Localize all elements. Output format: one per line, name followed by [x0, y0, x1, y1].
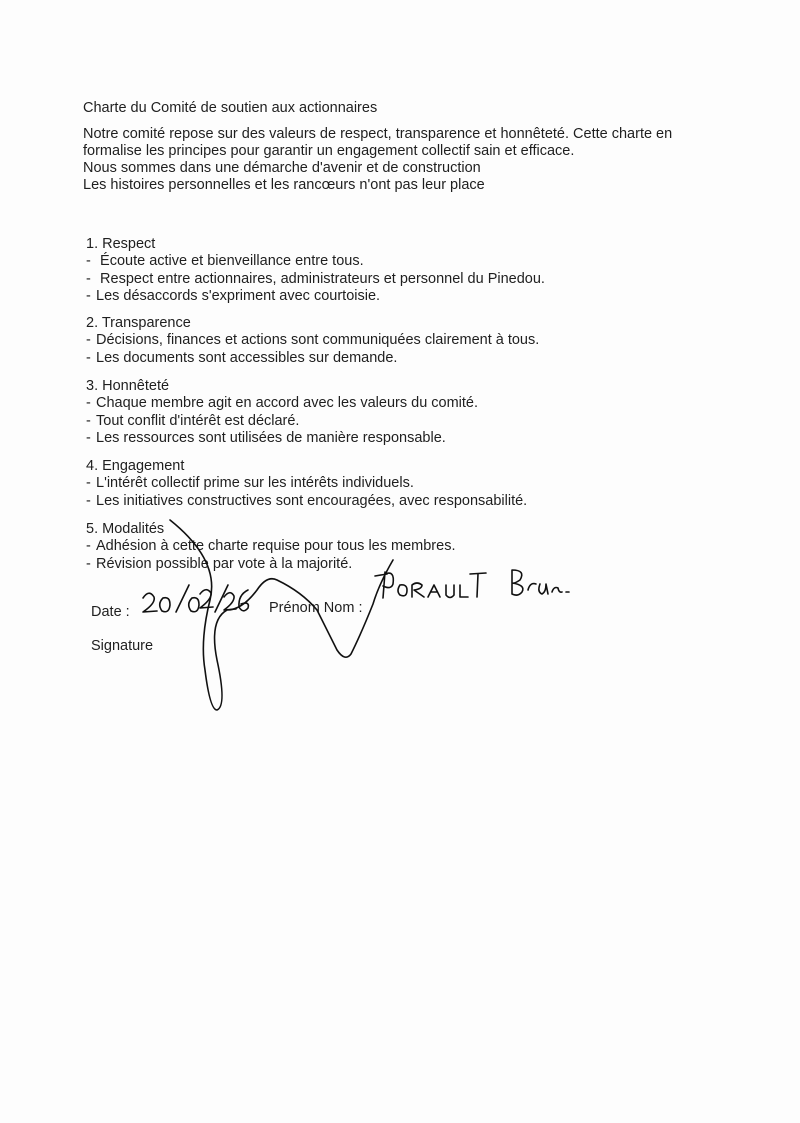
- section-list: [86, 395, 478, 448]
- section-title: 4. Engagement: [86, 458, 185, 474]
- section-list: [86, 332, 539, 367]
- section-honnetete: [86, 378, 478, 448]
- section-respect: [86, 236, 545, 306]
- list-item: - L'intérêt collectif prime sur les intérêts individuels.: [86, 475, 414, 491]
- section-transparence: [86, 315, 539, 367]
- document-title: Charte du Comité de soutien aux actionnaires: [83, 100, 378, 116]
- section-title: 2. Transparence: [86, 315, 191, 331]
- list-item: - Écoute active et bienveillance entre tous.: [86, 253, 364, 269]
- intro-line: Notre comité repose sur des valeurs de respect, transparence et honnêteté. Cette charte en: [83, 126, 673, 142]
- list-item: - Tout conflit d'intérêt est déclaré.: [86, 412, 300, 429]
- section-list: [86, 253, 545, 306]
- list-item: - Décisions, finances et actions sont communiquées clairement à tous.: [86, 332, 540, 348]
- section-title: 3. Honnêteté: [86, 378, 170, 394]
- signature-label: Signature: [91, 638, 154, 654]
- date-label: Date :: [91, 604, 130, 620]
- section-title: 5. Modalités: [86, 521, 165, 537]
- list-item: - Respect entre actionnaires, administrateurs et personnel du Pinedou.: [86, 270, 545, 287]
- handwritten-date: [143, 585, 248, 612]
- list-item: - Révision possible par vote à la majorité.: [86, 555, 353, 572]
- list-item: - Les initiatives constructives sont encouragées, avec responsabilité.: [86, 492, 528, 509]
- list-item: - Les ressources sont utilisées de manière responsable.: [86, 430, 446, 446]
- section-engagement: [86, 458, 527, 510]
- list-item: - Chaque membre agit en accord avec les valeurs du comité.: [86, 395, 479, 411]
- name-label: Prénom Nom :: [269, 600, 363, 616]
- intro-line: Les histoires personnelles et les rancœurs n'ont pas leur place: [83, 177, 485, 193]
- intro-line: formalise les principes pour garantir un engagement collectif sain et efficace.: [83, 143, 575, 159]
- section-modalites: [86, 521, 455, 573]
- intro-paragraph: [83, 126, 672, 194]
- section-title: 1. Respect: [86, 236, 156, 252]
- list-item: - Adhésion à cette charte requise pour tous les membres.: [86, 538, 456, 554]
- handwritten-name: [375, 570, 569, 598]
- list-item: - Les documents sont accessibles sur demande.: [86, 349, 398, 366]
- section-list: [86, 538, 455, 573]
- section-list: [86, 475, 527, 510]
- intro-line: Nous sommes dans une démarche d'avenir et de construction: [83, 160, 481, 176]
- list-item: - Les désaccords s'expriment avec courtoisie.: [86, 288, 381, 304]
